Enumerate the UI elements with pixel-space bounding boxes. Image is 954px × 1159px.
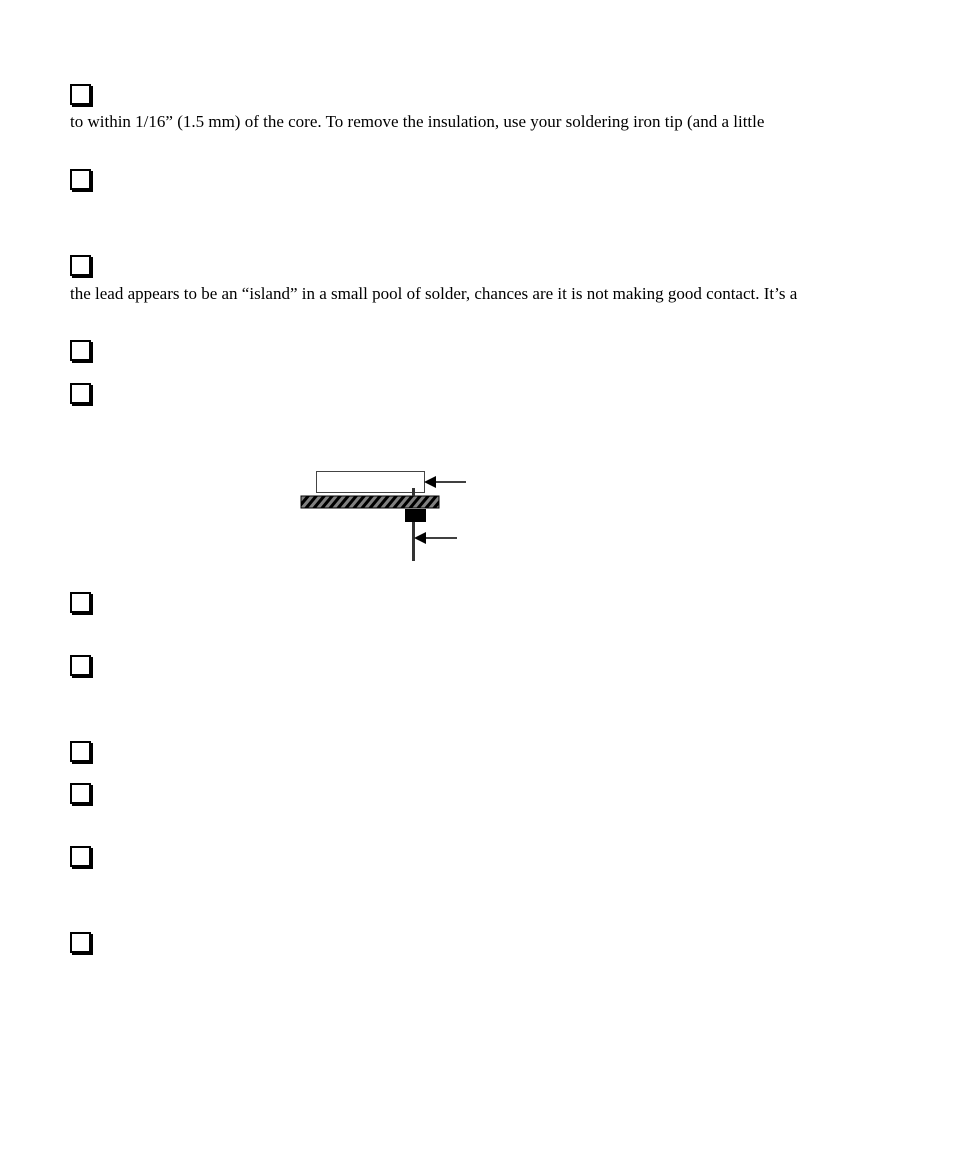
component-body — [317, 472, 425, 493]
checkbox-6[interactable] — [70, 592, 91, 613]
checkbox-1[interactable] — [70, 84, 91, 105]
text-line-island: the lead appears to be an “island” in a small pool of solder, chances are it is not making good contact. It’s a — [70, 284, 798, 303]
checkbox-3[interactable] — [70, 255, 91, 276]
arrow-to-lead-icon — [414, 532, 457, 544]
checkbox-8[interactable] — [70, 741, 91, 762]
text-line-insulation: to within 1/16” (1.5 mm) of the core. To remove the insulation, use your soldering iron tip (and a little — [70, 112, 765, 131]
lead-top-stub — [412, 488, 415, 496]
checkbox-9[interactable] — [70, 783, 91, 804]
component-lead — [412, 522, 415, 561]
solder-joint-diagram — [300, 470, 470, 565]
checkbox-10[interactable] — [70, 846, 91, 867]
checkbox-7[interactable] — [70, 655, 91, 676]
checkbox-4[interactable] — [70, 340, 91, 361]
checkbox-11[interactable] — [70, 932, 91, 953]
checkbox-2[interactable] — [70, 169, 91, 190]
circuit-board — [301, 496, 439, 508]
arrow-to-component-icon — [424, 476, 466, 488]
checkbox-5[interactable] — [70, 383, 91, 404]
solder-pad — [405, 509, 426, 522]
